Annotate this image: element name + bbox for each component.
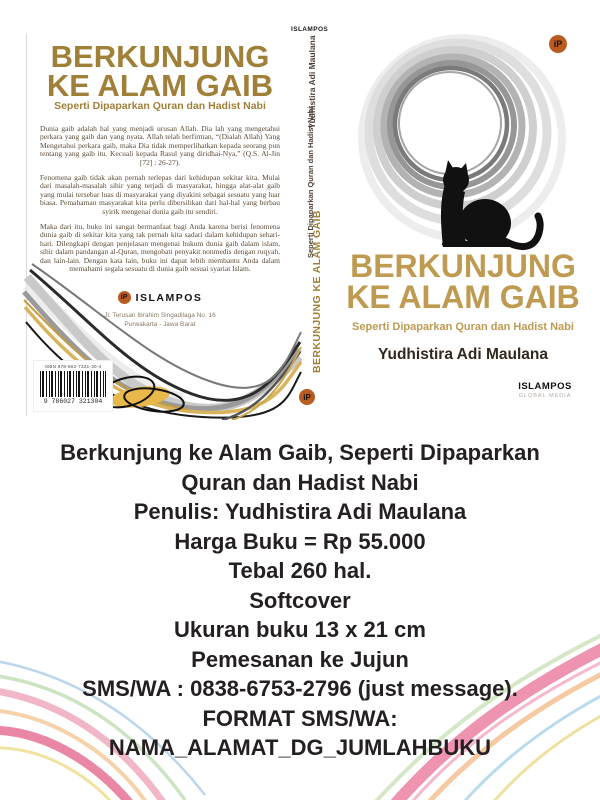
- promo-line-template: NAMA_ALAMAT_DG_JUMLAHBUKU: [108, 735, 492, 760]
- isbn-label: ISBN 978-602-7321-30-4: [44, 364, 102, 369]
- promo-line-size: Ukuran buku 13 x 21 cm: [174, 617, 426, 642]
- promo-line-price: Harga Buku = Rp 55.000: [174, 528, 426, 554]
- back-cover-blurb: [40, 125, 280, 281]
- publisher-address-line1: Jl. Terusan Ibrahim Singadilaga No. 16: [104, 312, 216, 319]
- back-cover-subtitle: Seperti Dipaparkan Quran dan Hadist Nabi: [54, 100, 266, 112]
- back-title-line1: BERKUNJUNG: [50, 39, 270, 74]
- front-publisher-name: ISLAMPOS: [518, 381, 572, 392]
- front-author: Yudhistira Adi Maulana: [378, 346, 548, 363]
- front-subtitle: Seperti Dipaparkan Quran dan Hadist Nabi: [352, 321, 574, 333]
- spine-publisher-logo-icon: iP: [299, 389, 315, 405]
- publisher-address-line2: Purwakarta - Jawa Barat: [124, 321, 196, 328]
- spine-publisher-label: ISLAMPOS: [291, 26, 329, 33]
- blurb-paragraph-1: Dunia gaib adalah hal yang menjadi urusan Allah. Dia lah yang mengetahui perkara yang gaib dan yang nyata. Allah telah berfirman, “(Dialah Allah) Yang Mengetahui perkara gaib, maka Dia tidak memperlihatkan kepada seorang pun tentang yang gaib itu. Kecuali kepada Rasul yang diridhai-Nya,” (Q.S. Al-Jin [72] : 26-27).: [40, 124, 280, 167]
- blurb-paragraph-2: Fenomena gaib tidak akan pernah terlepas dari kehidupan sekitar kita. Mulai dari masalah-masalah sihir yang terjadi di masyarakat, hingga alat-alat gaib yang mulai tersebar luas di masyarakat yang diyakini sebagai sesuatu yang luar biasa. Pemahaman masyarakat kita perlu dibersihkan dari hal-hal yang berbau syirik mengenai dunia gaib itu sendiri.: [40, 173, 280, 216]
- barcode: [33, 360, 113, 412]
- publisher-name: ISLAMPOS: [135, 291, 203, 304]
- spine-subtitle: Seperti Dipaparkan Quran dan Hadist Nabi: [306, 106, 315, 258]
- spine-title: BERKUNJUNG KE ALAM GAIB: [311, 210, 323, 373]
- promo-line-contact: SMS/WA : 0838-6753-2796 (just message).: [82, 676, 518, 701]
- barcode-number: 9 786027 321304: [43, 398, 103, 405]
- front-cover-artwork: [330, 20, 600, 260]
- promo-line-author: Penulis: Yudhistira Adi Maulana: [133, 499, 467, 524]
- publisher-logo-icon: iP: [118, 291, 131, 304]
- promo-line-order: Pemesanan ke Jujun: [191, 646, 409, 672]
- front-title-block: [333, 248, 593, 364]
- promo-line-binding: Softcover: [249, 587, 351, 613]
- promo-line-pages: Tebal 260 hal.: [228, 558, 372, 583]
- front-publisher-logo-icon: iP: [549, 35, 567, 53]
- back-title-line2: KE ALAM GAIB: [46, 68, 274, 103]
- back-cover-title: [40, 39, 280, 103]
- barcode-bars: [40, 371, 106, 397]
- promo-line-title2: Quran dan Hadist Nabi: [181, 469, 419, 495]
- front-title-line1: BERKUNJUNG: [350, 248, 576, 284]
- front-title-line2: KE ALAM GAIB: [346, 279, 580, 315]
- promo-section: [0, 438, 600, 763]
- promo-line-title: Berkunjung ke Alam Gaib, Seperti Dipaparkan: [60, 440, 540, 465]
- blurb-paragraph-3: Maka dari itu, buku ini sangat bermanfaat bagi Anda karena berisi fenomena dunia gaib di sekitar kita yang tak pernah kita sadari dalam kehidupan sehari-hari. Dilengkapi dengan penjelasan mengenai hukum dunia gaib dalam islam, sihir dalam pandangan al-Quran, mengobati penyakit nonmedis dengan ruqyah, dan lain-lain. Dengan kata lain, buku ini dapat lebih membantu Anda dalam memahami segala sesuatu di dunia gaib sesuai syariat Islam.: [40, 222, 280, 274]
- promo-line-format: FORMAT SMS/WA:: [202, 705, 398, 731]
- front-publisher-tagline: GLOBAL MEDIA: [518, 393, 572, 399]
- spine-author: Yudhistira Adi Maulana: [307, 35, 317, 129]
- front-publisher-block: [505, 381, 585, 399]
